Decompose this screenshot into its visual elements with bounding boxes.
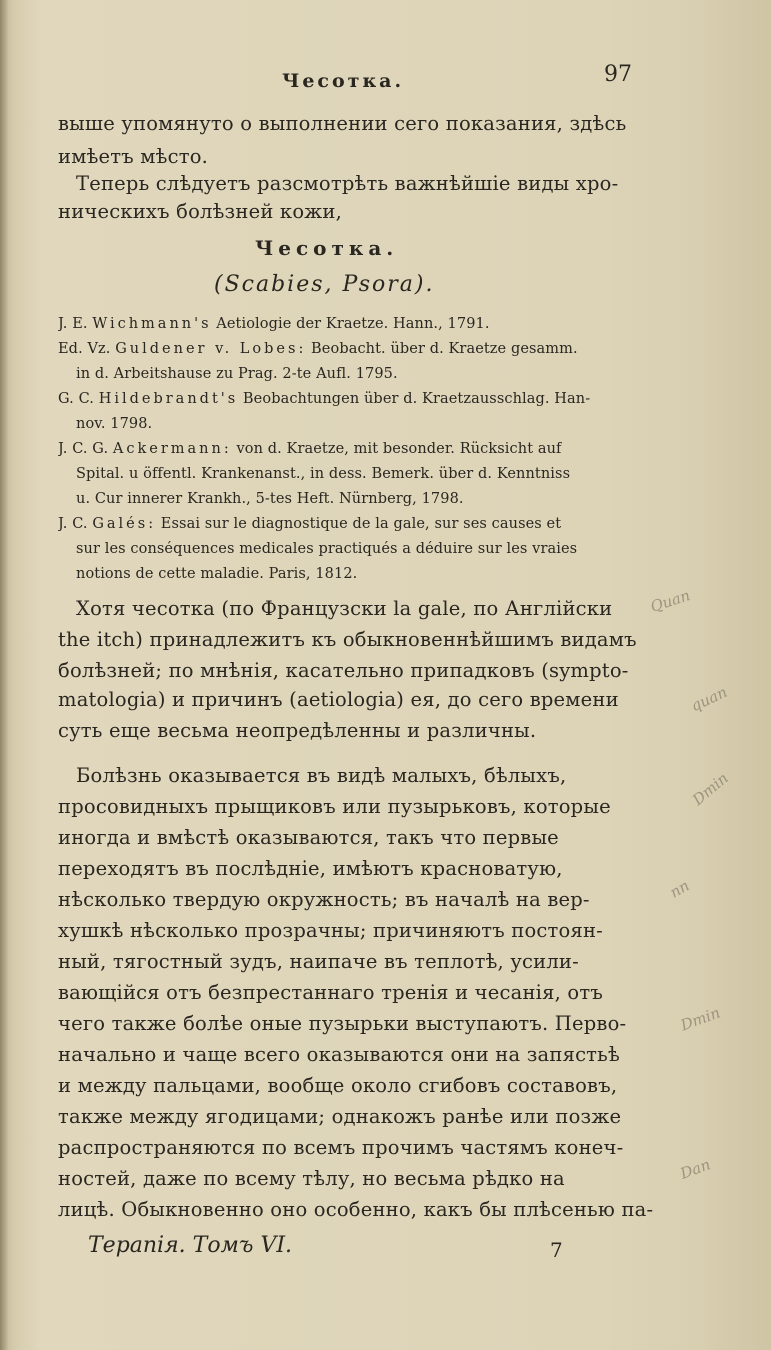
body-line: Хотя чесотка (по Французски la gale, по Англійски <box>76 597 613 620</box>
section-title: Чесотка. <box>255 236 399 260</box>
bib-rest: Aetiologie der Kraetze. Hann., 1791. <box>211 316 490 332</box>
bibliography-entry <box>58 516 561 532</box>
margin-note: Dan <box>677 1155 713 1183</box>
bib-rest: Spital. u öffentl. Krankenanst., in dess. Bemerk. über d. Kenntniss <box>76 466 571 482</box>
footer-title: Терапія. Томъ VI. <box>88 1233 293 1258</box>
bib-lead: J. C. G. <box>58 441 113 457</box>
margin-note: Dmin <box>688 769 732 809</box>
body-line: ностей, даже по всему тѣлу, но весьма рѣдко на <box>58 1167 565 1190</box>
bib-author: Wichmann's <box>92 316 212 332</box>
bib-author: Guldener v. Lobes: <box>115 341 307 357</box>
body-line: лицѣ. Обыкновенно оно особенно, какъ бы плѣсенью па- <box>58 1198 654 1221</box>
body-line: ный, тягостный зудъ, наипаче въ теплотѣ, усили- <box>58 950 579 973</box>
body-line: и между пальцами, вообще около сгибовъ составовъ, <box>58 1074 618 1097</box>
page-gutter <box>0 0 8 1350</box>
intro-line: выше упомянуто о выполнении сего показания, здѣсь <box>58 112 627 135</box>
bib-lead: Ed. Vz. <box>58 341 116 357</box>
body-line: Болѣзнь оказывается въ видѣ малыхъ, бѣлыхъ, <box>76 764 567 787</box>
body-line: иногда и вмѣстѣ оказываются, такъ что первые <box>58 826 559 849</box>
body-line: болѣзней; по мнѣнія, касательно припадковъ (sympto- <box>58 659 629 682</box>
intro-line: Теперь слѣдуетъ разсмотрѣть важнѣйшіе виды хро- <box>76 172 619 195</box>
bib-rest: Beobachtungen über d. Kraetzausschlag. Han- <box>238 391 591 407</box>
bibliography-entry <box>76 466 570 482</box>
body-line: вающійся отъ безпрестаннаго тренія и чесанія, отъ <box>58 981 603 1004</box>
bibliography-entry <box>58 341 578 357</box>
bib-rest: sur les conséquences medicales practiqués a déduire sur les vraies <box>76 541 578 557</box>
bib-rest: von d. Kraetze, mit besonder. Rücksicht auf <box>231 441 562 457</box>
margin-note: quan <box>687 682 730 716</box>
body-line: также между ягодицами; однакожъ ранѣе или позже <box>58 1105 622 1128</box>
running-title: Чесотка. <box>282 70 405 92</box>
body-line: просовидныхъ прыщиковъ или пузырьковъ, которые <box>58 795 611 818</box>
page-number: 97 <box>604 62 632 87</box>
body-line: нѣсколько твердую окружность; въ началѣ на вер- <box>58 888 590 911</box>
bib-rest: notions de cette maladie. Paris, 1812. <box>76 566 358 582</box>
margin-note: nn <box>666 876 693 902</box>
bibliography-entry <box>76 491 464 507</box>
body-line: matologia) и причинъ (aetiologia) ея, до сего времени <box>58 688 619 711</box>
body-line: the itch) принадлежитъ къ обыкновеннѣйшимъ видамъ <box>58 628 637 651</box>
body-line: начально и чаще всего оказываются они на запястьѣ <box>58 1043 620 1066</box>
bibliography-entry <box>58 441 562 457</box>
bibliography-entry <box>58 316 490 332</box>
body-line: хушкѣ нѣсколько прозрачны; причиняютъ постоян- <box>58 919 603 942</box>
bib-author: Galés: <box>92 516 157 532</box>
bibliography-entry <box>76 416 152 432</box>
margin-note: Dmin <box>678 1003 723 1035</box>
bib-author: Ackermann: <box>112 441 232 457</box>
bib-lead: J. E. <box>58 316 93 332</box>
intro-line: ническихъ болѣзней кожи, <box>58 200 342 223</box>
bib-rest: u. Cur innerer Krankh., 5-tes Heft. Nürnberg, 1798. <box>76 491 464 507</box>
bib-rest: nov. 1798. <box>76 416 153 432</box>
bibliography-entry <box>58 391 590 407</box>
body-line: распространяются по всемъ прочимъ частямъ конеч- <box>58 1136 624 1159</box>
body-line: чего также болѣе оные пузырьки выступаютъ. Перво- <box>58 1012 627 1035</box>
bib-lead: G. C. <box>58 391 99 407</box>
latin-subtitle: (Scabies, Psora). <box>214 272 435 297</box>
bib-author: Hildebrandt's <box>98 391 239 407</box>
margin-note: Quan <box>648 586 693 616</box>
bib-rest: Essai sur le diagnostique de la gale, sur ses causes et <box>156 516 562 532</box>
bib-rest: Beobacht. über d. Kraetze gesamm. <box>306 341 578 357</box>
intro-line: имѣетъ мѣсто. <box>58 145 209 168</box>
signature-mark: 7 <box>550 1238 563 1262</box>
bibliography-entry <box>76 566 357 582</box>
bib-lead: J. C. <box>58 516 93 532</box>
bib-rest: in d. Arbeitshause zu Prag. 2-te Aufl. 1795. <box>76 366 398 382</box>
body-line: переходятъ въ послѣдніе, имѣютъ красноватую, <box>58 857 563 880</box>
bibliography-entry <box>76 541 577 557</box>
body-line: суть еще весьма неопредѣленны и различны. <box>58 719 537 742</box>
bibliography-entry <box>76 366 398 382</box>
